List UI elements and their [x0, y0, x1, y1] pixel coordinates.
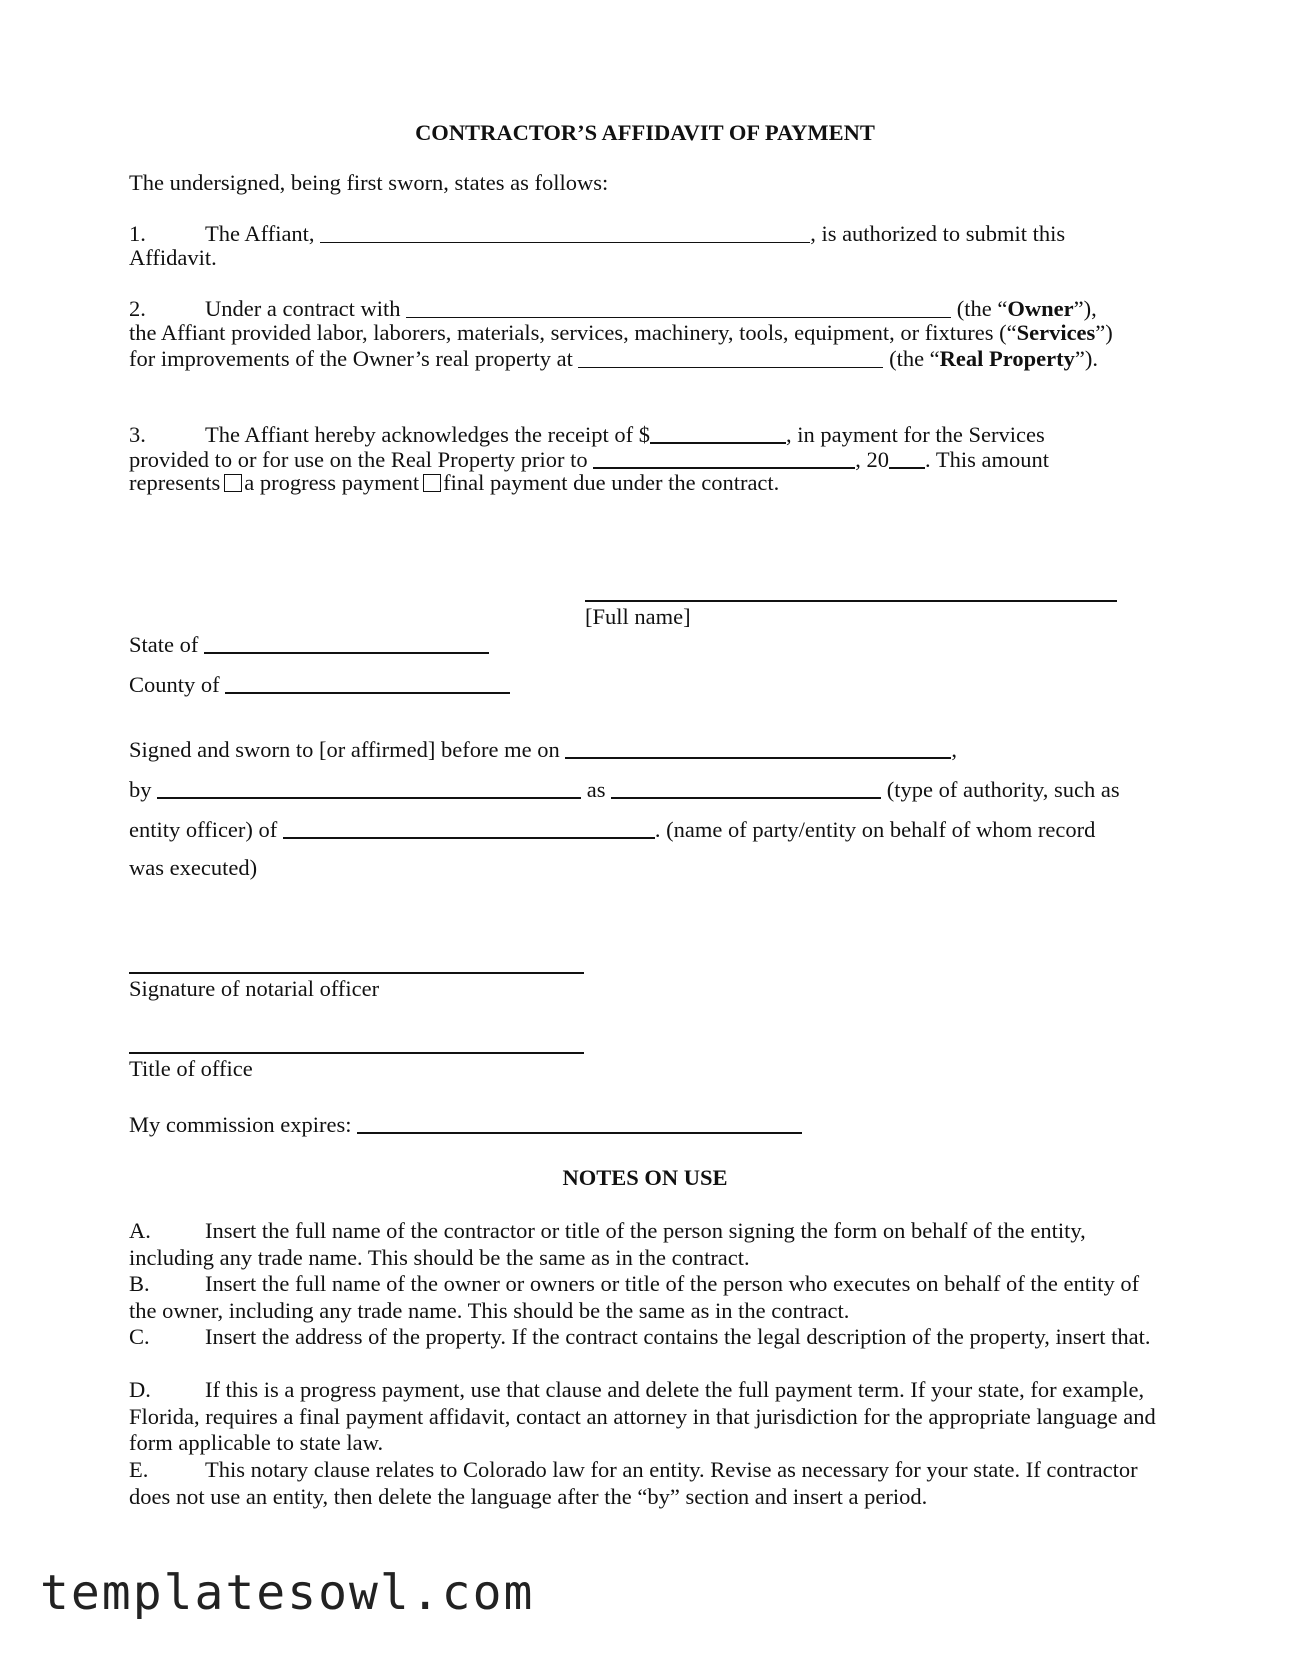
text: , is authorized to submit this — [810, 221, 1066, 246]
text: , 20 — [855, 447, 890, 472]
note-letter: C. — [129, 1324, 150, 1349]
affiant-signature-line[interactable] — [585, 600, 1117, 602]
text: . This amount — [925, 447, 1049, 472]
text: entity officer) of — [129, 817, 278, 842]
note-d — [129, 1377, 1169, 1457]
note-c — [129, 1324, 1169, 1351]
county-label: County of — [129, 672, 220, 697]
note-e — [129, 1457, 1169, 1510]
text: as — [586, 777, 606, 802]
sworn-date-field[interactable] — [565, 735, 951, 759]
note-text: Insert the address of the property. If the contract contains the legal description of the property, insert that. — [205, 1324, 1151, 1349]
county-line — [129, 670, 1159, 699]
services-term: Services — [1016, 320, 1096, 345]
paragraph-1-line-2: Affidavit. — [129, 245, 217, 270]
intro-text: The undersigned, being first sworn, states as follows: — [129, 170, 609, 195]
signer-name-field[interactable] — [157, 775, 581, 799]
title-of-office-line[interactable] — [129, 1052, 584, 1054]
text: represents — [129, 470, 221, 495]
notary-signature-line[interactable] — [129, 972, 584, 974]
executed-line: was executed) — [129, 855, 258, 880]
paragraph-3-line-3 — [129, 470, 1159, 497]
notes-title: NOTES ON USE — [562, 1165, 728, 1190]
affiant-name-field[interactable] — [320, 220, 810, 243]
paragraph-1-line-1 — [129, 220, 1159, 248]
entity-name-field[interactable] — [283, 815, 655, 839]
commission-label: My commission expires: — [129, 1112, 352, 1137]
sworn-line — [129, 735, 1159, 764]
note-letter: B. — [129, 1271, 150, 1296]
progress-payment-label: a progress payment — [244, 470, 420, 495]
note-letter: E. — [129, 1457, 149, 1482]
text: ”) — [1095, 320, 1113, 345]
text: The Affiant hereby acknowledges the receipt of $ — [205, 422, 651, 447]
owner-name-field[interactable] — [406, 295, 951, 318]
entity-line — [129, 815, 1159, 844]
note-letter: A. — [129, 1218, 151, 1243]
text: Signed and sworn to [or affirmed] before me on — [129, 737, 560, 762]
commission-line — [129, 1110, 1159, 1139]
text: Under a contract with — [205, 296, 401, 321]
county-field[interactable] — [225, 670, 510, 694]
note-b — [129, 1271, 1169, 1324]
text: . (name of party/entity on behalf of whom record — [654, 817, 1096, 842]
text: provided to or for use on the Real Property prior to — [129, 447, 588, 472]
state-line — [129, 630, 1159, 659]
text: the Affiant provided labor, laborers, materials, services, machinery, tools, equipment, or fixtures (“ — [129, 320, 1017, 345]
paragraph-2-line-3 — [129, 345, 1159, 373]
paragraph-2-line-2 — [129, 320, 1159, 347]
full-name-label: [Full name] — [585, 604, 691, 629]
note-text: If this is a progress payment, use that clause and delete the full payment term. If your state, for example, Florida, requires a final payment affidavit, contact an attorney in that jurisdiction for the appropriate language and form applicable to state law. — [129, 1377, 1156, 1455]
by-line — [129, 775, 1159, 804]
final-payment-label: final payment due under the contract. — [443, 470, 780, 495]
property-address-field[interactable] — [578, 345, 883, 368]
text: (the “ — [889, 346, 940, 371]
final-payment-checkbox[interactable] — [423, 474, 441, 492]
state-field[interactable] — [204, 630, 489, 654]
text: The Affiant, — [205, 221, 315, 246]
note-a — [129, 1218, 1169, 1271]
text: ”). — [1074, 346, 1098, 371]
paragraph-2-line-1 — [129, 295, 1159, 323]
commission-expiry-field[interactable] — [357, 1110, 802, 1134]
text: by — [129, 777, 152, 802]
paragraph-number: 3. — [129, 422, 146, 447]
note-text: This notary clause relates to Colorado law for an entity. Revise as necessary for your state. If contractor does not use an entity, then delete the language after the “by” section and insert a period. — [129, 1457, 1138, 1509]
text: ”), — [1073, 296, 1097, 321]
paragraph-number: 2. — [129, 296, 146, 321]
state-label: State of — [129, 632, 199, 657]
text: (the “ — [956, 296, 1008, 321]
title-of-office-label: Title of office — [129, 1056, 253, 1081]
date-field[interactable] — [593, 445, 855, 469]
year-field[interactable] — [889, 445, 925, 469]
text: (type of authority, such as — [886, 777, 1120, 802]
owner-term: Owner — [1007, 296, 1074, 321]
note-text: Insert the full name of the owner or owners or title of the person who executes on behalf of the entity of the owner, including any trade name. This should be the same as in the contract. — [129, 1271, 1140, 1323]
note-letter: D. — [129, 1377, 151, 1402]
text: , — [951, 737, 957, 762]
amount-field[interactable] — [650, 420, 786, 444]
progress-payment-checkbox[interactable] — [224, 474, 242, 492]
paragraph-number: 1. — [129, 221, 146, 246]
text: , in payment for the Services — [786, 422, 1045, 447]
text: for improvements of the Owner’s real property at — [129, 346, 573, 371]
watermark-logo: templatesowl.com — [40, 1565, 535, 1621]
notary-signature-label: Signature of notarial officer — [129, 976, 380, 1001]
authority-type-field[interactable] — [611, 775, 881, 799]
real-property-term: Real Property — [939, 346, 1075, 371]
document-title: CONTRACTOR’S AFFIDAVIT OF PAYMENT — [415, 120, 875, 145]
note-text: Insert the full name of the contractor or title of the person signing the form on behalf of the entity, including any trade name. This should be the same as in the contract. — [129, 1218, 1086, 1270]
